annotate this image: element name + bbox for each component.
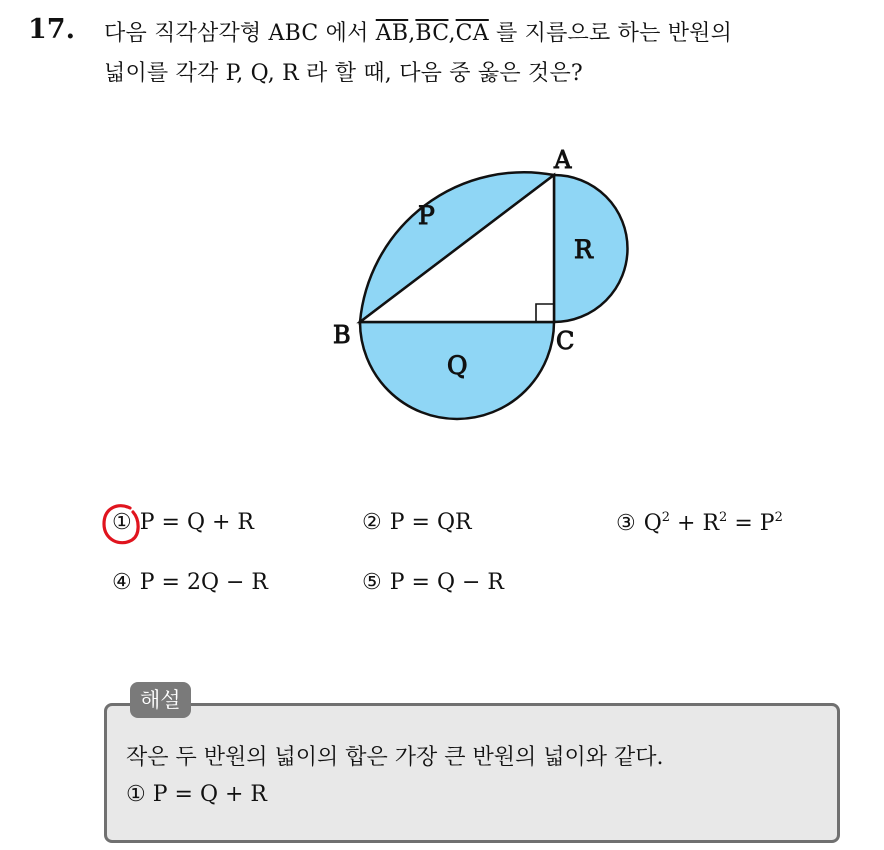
segment-ca: $\overline{CA}$ (455, 21, 489, 46)
solution-line1: 작은 두 반원의 넓이의 합은 가장 큰 반원의 넓이와 같다. (126, 745, 664, 770)
choice-text: P = Q + R (139, 510, 254, 535)
choice-number: ③ (616, 511, 636, 536)
region-label-p: P (418, 201, 435, 230)
vertex-label-c: C (556, 327, 575, 355)
exponent: 2 (661, 510, 671, 525)
choice-number: ① (112, 510, 132, 535)
choice-text: P = 2Q − R (139, 570, 268, 595)
vertex-label-b: B (333, 321, 351, 349)
question-prefix: 다음 직각삼각형 ABC 에서 (104, 21, 376, 46)
separator: , (448, 21, 456, 46)
segment-bc: $\overline{BC}$ (415, 21, 449, 46)
choice-number: ⑤ (362, 570, 382, 595)
question-number: 17. (28, 14, 75, 45)
solution-box (104, 703, 840, 843)
choice-1[interactable] (112, 510, 254, 535)
choice-text: P = QR (389, 510, 472, 535)
separator: , (408, 21, 416, 46)
region-label-r: R (574, 235, 593, 264)
choice-number: ② (362, 510, 382, 535)
choice-5[interactable] (362, 570, 504, 595)
segment-ab: $\overline{AB}$ (375, 21, 409, 46)
choice-text-q: Q (643, 511, 662, 536)
question-suffix: 를 지름으로 하는 반원의 (488, 21, 733, 46)
choice-text-p: = P (727, 511, 775, 536)
solution-tag: 해설 (130, 682, 191, 718)
choice-number: ④ (112, 570, 132, 595)
exponent: 2 (774, 510, 783, 525)
exponent: 2 (719, 510, 728, 525)
choice-text: P = Q − R (389, 570, 504, 595)
vertex-label-a: A (554, 146, 572, 174)
choice-3[interactable] (616, 510, 783, 536)
solution-line2: ① P = Q + R (126, 782, 267, 807)
region-label-q: Q (447, 351, 468, 380)
question-text-line2: 넓이를 각각 P, Q, R 라 할 때, 다음 중 옳은 것은? (104, 61, 583, 86)
choice-text-r: + R (670, 511, 720, 536)
choice-2[interactable] (362, 510, 472, 535)
choice-4[interactable] (112, 570, 268, 595)
